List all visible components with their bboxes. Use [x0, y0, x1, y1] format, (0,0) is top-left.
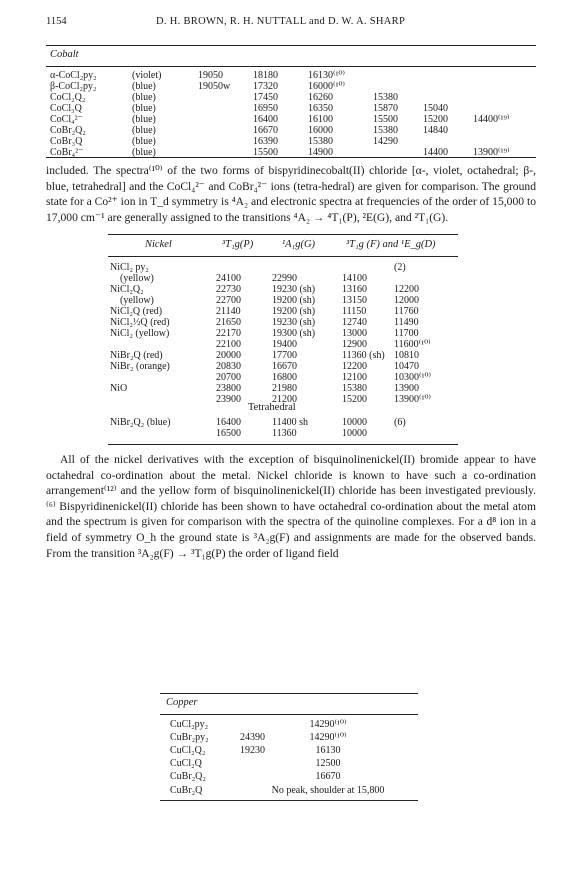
copper-compound-cell: CuBr₂Q₂ [170, 771, 206, 783]
value-cell: 19200 (sh) [272, 295, 316, 306]
value-cell [473, 103, 533, 114]
value-cell [394, 273, 454, 284]
paragraph-nickel-discussion [46, 452, 536, 561]
nickel-row [110, 306, 454, 317]
value-cell: 19230 (sh) [272, 317, 316, 328]
compound-cell: (yellow) [120, 295, 154, 306]
value-cell [342, 262, 394, 273]
nickel-row [110, 372, 454, 383]
value-cell: 15200 [423, 114, 448, 125]
value-cell [473, 136, 533, 147]
value-cell: 22730 [216, 284, 241, 295]
cobalt-row [50, 136, 533, 147]
copper-value-cell: 16670 [315, 771, 341, 783]
cobalt-row [50, 114, 533, 125]
author-line: D. H. BROWN, R. H. NUTTALL and D. W. A. SHARP [156, 16, 406, 27]
compound-cell [110, 428, 216, 439]
value-cell [423, 136, 473, 147]
compound-cell: NiCl₂Q (red) [110, 306, 163, 317]
value-cell: 14290 [373, 136, 398, 147]
value-cell: 13000 [342, 328, 367, 339]
value-cell: 16400 [216, 417, 241, 428]
value-cell: 16800 [272, 372, 297, 383]
copper-value-cell: 14290⁽¹⁰⁾ [309, 732, 347, 744]
value-cell: 19400 [272, 339, 297, 350]
value-cell: 22170 [216, 328, 241, 339]
value-cell [423, 70, 473, 81]
value-cell: 17450 [253, 92, 278, 103]
value-cell: 15200 [342, 394, 367, 405]
compound-cell: NiBr₂Q (red) [110, 350, 163, 361]
value-cell: 24100 [216, 273, 241, 284]
compound-cell: α-CoCl₂py₂ [50, 70, 97, 81]
value-cell [423, 81, 473, 92]
cobalt-top-rule [46, 45, 536, 46]
nickel-table [110, 262, 454, 405]
compound-cell: CoCl₂Q₂ [50, 92, 86, 103]
value-cell [473, 70, 533, 81]
cobalt-row [50, 125, 533, 136]
value-cell: (blue) [132, 92, 156, 103]
value-cell: 13900⁽¹⁹⁾ [473, 147, 510, 158]
value-cell: (2) [394, 262, 406, 273]
paragraph-cobalt-discussion [46, 163, 536, 225]
compound-cell [110, 394, 216, 405]
value-cell [272, 262, 342, 273]
value-cell: 12900 [342, 339, 367, 350]
compound-cell: CoCl₃Q [50, 103, 82, 114]
value-cell [198, 103, 253, 114]
cobalt-row [50, 103, 533, 114]
compound-cell: NiBr₂ (orange) [110, 361, 170, 372]
nickel-row [110, 361, 454, 372]
value-cell [198, 125, 253, 136]
value-cell: 14900 [308, 147, 333, 158]
value-cell: 22990 [272, 273, 297, 284]
value-cell: 22700 [216, 295, 241, 306]
value-cell: (blue) [132, 114, 156, 125]
value-cell: 15380 [373, 125, 398, 136]
value-cell: 14840 [423, 125, 448, 136]
value-cell: 11490 [394, 317, 419, 328]
value-cell: 11360 [272, 428, 297, 439]
cobalt-section-label: Cobalt [50, 49, 79, 60]
compound-cell: β-CoCl₂py₂ [50, 81, 97, 92]
value-cell: 10000 [342, 417, 367, 428]
value-cell: 20000 [216, 350, 241, 361]
value-cell: 16950 [253, 103, 278, 114]
running-header [46, 16, 538, 32]
copper-value-cell: No peak, shoulder at 15,800 [271, 784, 385, 796]
cobalt-row [50, 81, 533, 92]
value-cell: 16000 [308, 125, 333, 136]
cobalt-bottom-rule [46, 157, 536, 158]
value-cell: 13900 [394, 383, 419, 394]
value-cell: 13160 [342, 284, 367, 295]
nickel-header-rule [108, 256, 458, 257]
page-number: 1154 [46, 16, 67, 27]
value-cell: 15380 [308, 136, 333, 147]
tetrahedral-label: Tetrahedral [248, 402, 296, 413]
value-cell: 21140 [216, 306, 241, 317]
copper-value-cell: 19230 [240, 745, 265, 757]
compound-cell: NiO [110, 383, 128, 394]
value-cell: 15380 [342, 383, 367, 394]
value-cell: 14400⁽¹⁹⁾ [473, 114, 510, 125]
cobalt-header-rule [46, 66, 536, 67]
value-cell: (blue) [132, 136, 156, 147]
value-cell: 20700 [216, 372, 241, 383]
value-cell [394, 428, 454, 439]
nickel-col-header-t1gf: ³T₁g (F) and ¹E_g(D) [346, 239, 436, 250]
value-cell: 11600⁽¹⁰⁾ [394, 339, 431, 350]
copper-section-label: Copper [166, 697, 198, 708]
value-cell: 11400 sh [272, 417, 309, 428]
value-cell: 12200 [342, 361, 367, 372]
value-cell [216, 262, 272, 273]
value-cell: 15380 [373, 92, 398, 103]
value-cell: 22100 [216, 339, 241, 350]
value-cell: 13900⁽¹⁰⁾ [394, 394, 431, 405]
nickel-row [110, 339, 454, 350]
nickel-tetrahedral-table [110, 417, 454, 439]
nickel-row [110, 284, 454, 295]
value-cell [373, 81, 423, 92]
value-cell: 10810 [394, 350, 419, 361]
value-cell: 16500 [216, 428, 241, 439]
value-cell: 11360 (sh) [342, 350, 385, 361]
compound-cell [110, 372, 216, 383]
value-cell [473, 92, 533, 103]
value-cell: 14100 [342, 273, 367, 284]
compound-cell: CoCl₄²⁻ [50, 114, 83, 125]
value-cell: 20830 [216, 361, 241, 372]
copper-compound-cell: CuBr₂Q [170, 784, 203, 796]
value-cell [473, 81, 533, 92]
value-cell: 12100 [342, 372, 367, 383]
copper-compound-cell: CuCl₂py₂ [170, 719, 209, 730]
value-cell: 16260 [308, 92, 333, 103]
value-cell: 21650 [216, 317, 241, 328]
paragraph-text: included. The spectra⁽¹⁰⁾ of the two forms of bispyridinecobalt(II) chloride [α-, violet, octahedral; β-, blue, tetrahedral] and the CoCl₄²⁻ and CoBr₄²⁻ ions (tetra-hedral) are given for comparison. The ground state for a Co²⁺ ion in T_d symmetry is ⁴A₂ and electronic spectra at frequencies of the order of 15,000 to 17,000 cm⁻¹ are generally assigned to the transitions ⁴A₂ → ⁴T₁(P), ²E(G), and ²T₁(G). [46, 164, 536, 224]
nickel-row [110, 317, 454, 328]
value-cell: 17320 [253, 81, 278, 92]
value-cell: 16400 [253, 114, 278, 125]
nickel-row [110, 328, 454, 339]
value-cell [473, 125, 533, 136]
value-cell: 11760 [394, 306, 419, 317]
compound-cell: NiCl₂½Q (red) [110, 317, 170, 328]
value-cell: 16100 [308, 114, 333, 125]
value-cell [198, 92, 253, 103]
value-cell: 19200 (sh) [272, 306, 316, 317]
copper-header-rule [160, 714, 418, 715]
paragraph-text: All of the nickel derivatives with the exception of bisquinolinenickel(II) bromide appear to have octahedral co-ordination about the metal. Nickel chloride is known to have such a co-ordination arrangement⁽¹²⁾ and the yellow form of bisquinolinenickel(II) chloride has been investigated previously.⁽⁶⁾ Bispyridinenickel(II) chloride has been shown to have octahedral co-ordination about the metal atom and the spectrum is given for comparison with the spectra of the quinoline complexes. For a d⁸ ion in a field of symmetry O_h the ground state is ³A₂g(F) and assignments are made for the observed bands. From the transition ³A₂g(F) → ³T₁g(P) the order of ligand field [46, 453, 536, 560]
copper-value-cell: 14290⁽¹⁰⁾ [309, 719, 347, 730]
compound-cell [110, 339, 216, 350]
value-cell: (violet) [132, 70, 162, 81]
compound-cell: NiCl₂ py₂ [110, 262, 149, 273]
nickel-bottom-rule [108, 444, 458, 445]
value-cell: 11700 [394, 328, 419, 339]
value-cell [423, 92, 473, 103]
value-cell: 16670 [272, 361, 297, 372]
value-cell: 17700 [272, 350, 297, 361]
value-cell: (blue) [132, 147, 156, 158]
copper-value-cell: 24390 [240, 732, 265, 744]
value-cell: 16130⁽¹⁰⁾ [308, 70, 345, 81]
value-cell: 16390 [253, 136, 278, 147]
value-cell [198, 136, 253, 147]
nickel-col-header-compound: Nickel [145, 239, 172, 250]
compound-cell: NiCl₂Q₂ [110, 284, 144, 295]
value-cell: 13150 [342, 295, 367, 306]
value-cell: 19050 [198, 70, 223, 81]
value-cell: 18180 [253, 70, 278, 81]
nickel-tetrahedral-row [110, 417, 454, 428]
nickel-col-header-t1gp: ³T₁g(P) [222, 239, 254, 250]
value-cell: 19300 (sh) [272, 328, 316, 339]
cobalt-table [50, 70, 533, 158]
value-cell: 11150 [342, 306, 367, 317]
copper-top-rule [160, 693, 418, 694]
value-cell: 12740 [342, 317, 367, 328]
nickel-row [110, 262, 454, 273]
value-cell: 10000 [342, 428, 367, 439]
cobalt-row [50, 70, 533, 81]
value-cell: 15870 [373, 103, 398, 114]
value-cell: 16000⁽¹⁰⁾ [308, 81, 345, 92]
value-cell: 16670 [253, 125, 278, 136]
value-cell: 15500 [373, 114, 398, 125]
compound-cell: CoBr₃Q [50, 136, 83, 147]
compound-cell: (yellow) [120, 273, 154, 284]
value-cell: 23800 [216, 383, 241, 394]
nickel-tetrahedral-row [110, 428, 454, 439]
value-cell: (blue) [132, 81, 156, 92]
value-cell: 21200 [272, 394, 297, 405]
copper-compound-cell: CuCl₂Q [170, 758, 202, 770]
copper-bottom-rule [160, 800, 418, 801]
compound-cell: CoBr₂Q₂ [50, 125, 86, 136]
value-cell: (blue) [132, 103, 156, 114]
value-cell: (6) [394, 417, 406, 428]
compound-cell: CoBr₄²⁻ [50, 147, 84, 158]
nickel-top-rule [108, 234, 458, 235]
value-cell: 14400 [423, 147, 448, 158]
value-cell: 12000 [394, 295, 419, 306]
nickel-row [110, 383, 454, 394]
copper-compound-cell: CuBr₂py₂ [170, 732, 209, 744]
value-cell [198, 114, 253, 125]
nickel-row [110, 295, 454, 306]
value-cell: 21980 [272, 383, 297, 394]
copper-value-cell: 12500 [315, 758, 341, 770]
value-cell: 23900 [216, 394, 241, 405]
value-cell: (blue) [132, 125, 156, 136]
nickel-row [110, 350, 454, 361]
nickel-col-header-a1gg: ¹A₁g(G) [282, 239, 316, 250]
value-cell: 15500 [253, 147, 278, 158]
value-cell: 15040 [423, 103, 448, 114]
value-cell: 19230 (sh) [272, 284, 316, 295]
compound-cell: NiBr₂Q₂ (blue) [110, 417, 171, 428]
copper-value-cell: 16130 [315, 745, 341, 757]
compound-cell: NiCl₂ (yellow) [110, 328, 170, 339]
value-cell: 10300⁽¹⁰⁾ [394, 372, 431, 383]
value-cell: 16350 [308, 103, 333, 114]
value-cell: 19050w [198, 81, 231, 92]
value-cell: 10470 [394, 361, 419, 372]
nickel-row [110, 273, 454, 284]
value-cell: 12200 [394, 284, 419, 295]
value-cell [373, 70, 423, 81]
cobalt-row [50, 92, 533, 103]
copper-compound-cell: CuCl₂Q₂ [170, 745, 206, 757]
